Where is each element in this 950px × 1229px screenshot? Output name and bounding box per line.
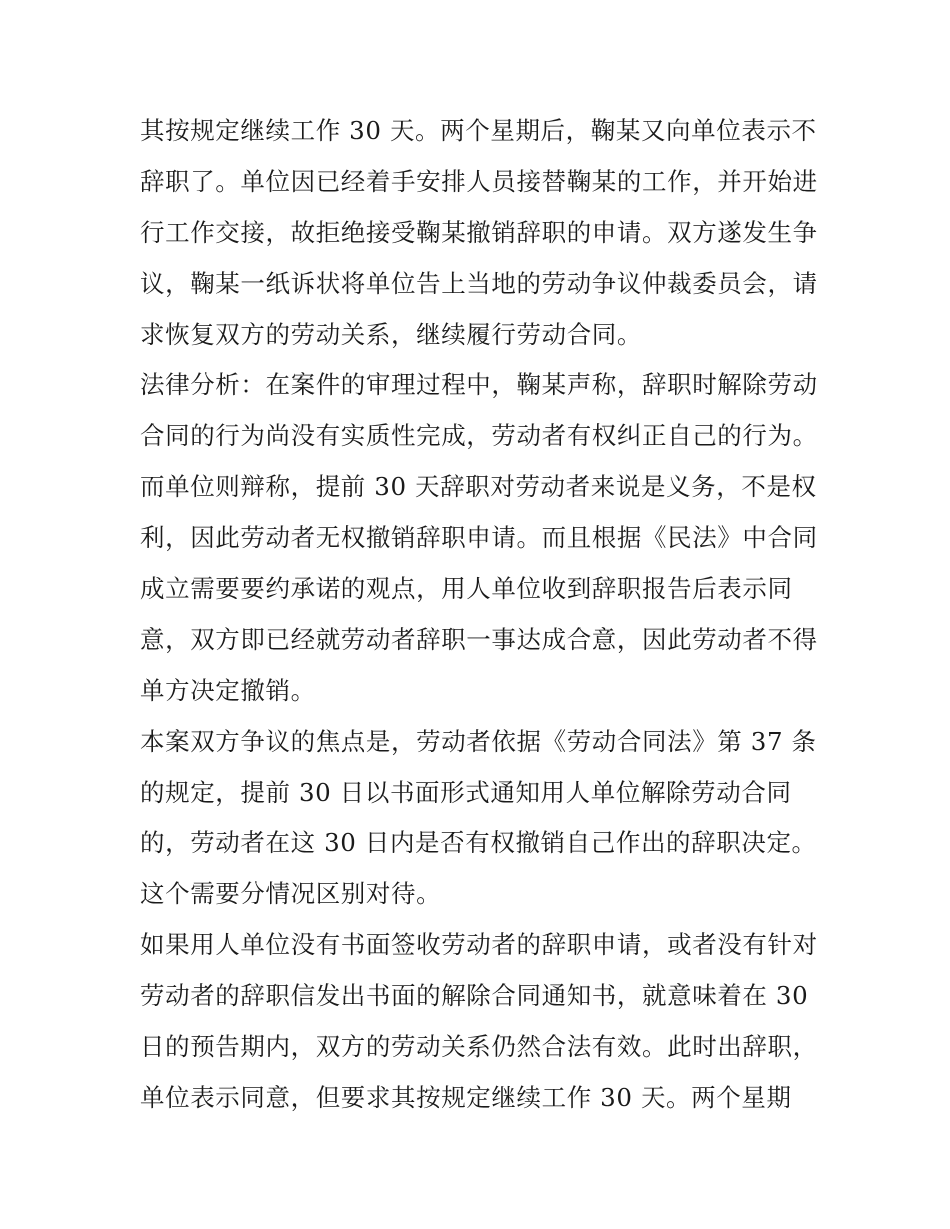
document-body [140,106,820,1124]
text-line-20: 单位表示同意，但要求其按规定继续工作 30 天。两个星期 [140,1082,792,1112]
text-line-15: 的，劳动者在这 30 日内是否有权撤销自己作出的辞职决定。 [140,828,817,858]
text-line-3: 行工作交接，故拒绝接受鞠某撤销辞职的申请。双方遂发生争 [140,217,818,247]
text-line-19: 日的预告期内，双方的劳动关系仍然合法有效。此时出辞职， [140,1032,818,1062]
text-line-4: 议，鞠某一纸诉状将单位告上当地的劳动争议仲裁委员会，请 [140,268,818,298]
text-line-7: 合同的行为尚没有实质性完成，劳动者有权纠正自己的行为。 [140,421,818,451]
text-line-11: 意，双方即已经就劳动者辞职一事达成合意，因此劳动者不得 [140,624,818,654]
text-line-17: 如果用人单位没有书面签收劳动者的辞职申请，或者没有针对 [140,930,818,960]
text-line-14: 的规定，提前 30 日以书面形式通知用人单位解除劳动合同 [140,777,792,807]
text-line-13: 本案双方争议的焦点是，劳动者依据《劳动合同法》第 37 条 [140,726,817,756]
text-line-8: 而单位则辩称，提前 30 天辞职对劳动者来说是义务，不是权 [140,472,817,502]
text-line-16: 这个需要分情况区别对待。 [140,879,442,909]
text-line-1: 其按规定继续工作 30 天。两个星期后，鞠某又向单位表示不 [140,116,817,145]
text-line-5: 求恢复双方的劳动关系，继续履行劳动合同。 [140,319,642,349]
text-line-18: 劳动者的辞职信发出书面的解除合同通知书，就意味着在 30 [140,981,809,1011]
text-line-9: 利，因此劳动者无权撤销辞职申请。而且根据《民法》中合同 [140,523,818,553]
text-line-12: 单方决定撤销。 [140,675,316,705]
text-line-6: 法律分析：在案件的审理过程中，鞠某声称，辞职时解除劳动 [140,370,818,400]
text-line-10: 成立需要要约承诺的观点，用人单位收到辞职报告后表示同 [140,574,793,604]
text-line-2: 辞职了。单位因已经着手安排人员接替鞠某的工作，并开始进 [140,166,818,196]
